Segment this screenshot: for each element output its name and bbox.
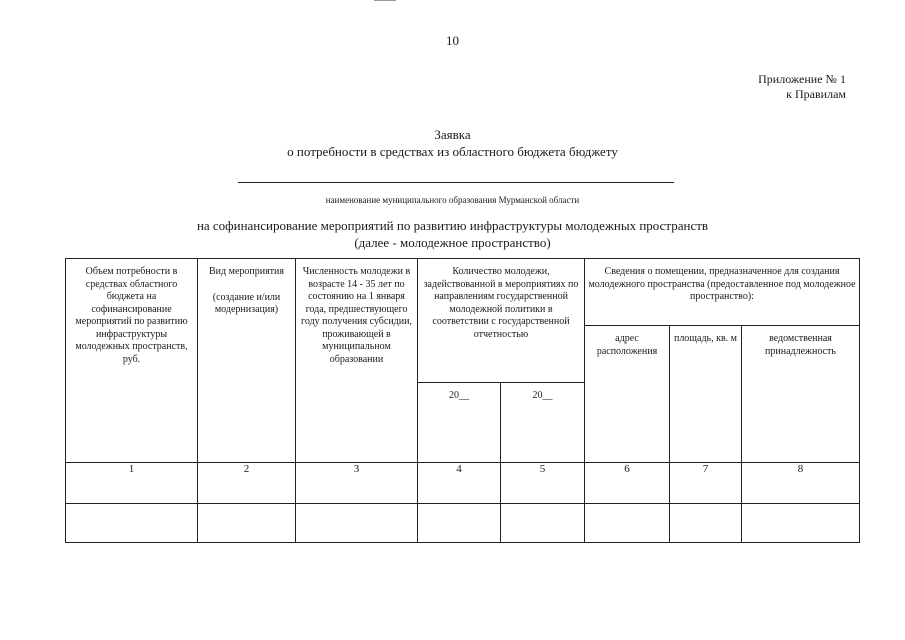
header-event-type-sub: (создание и/или модернизация) (212, 291, 281, 315)
table-row (66, 504, 860, 543)
header-premises-info: Сведения о помещении, предназначенное для создания молодежного пространства (предоставленное под молодежное пространство): (585, 259, 860, 326)
header-year-1: 20__ (418, 383, 501, 463)
column-number-4: 4 (418, 463, 501, 504)
column-number-7: 7 (670, 463, 742, 504)
header-budget-need: Объем потребности в средствах областного бюджета на софинансирование мероприятий по развитию инфраструктуры молодежных пространств, руб. (66, 259, 198, 463)
municipality-name-line (238, 182, 674, 183)
purpose-line-1: на софинансирование мероприятий по развитию инфраструктуры молодежных пространств (196, 218, 709, 233)
column-number-6: 6 (585, 463, 670, 504)
column-number-2: 2 (198, 463, 296, 504)
column-number-3: 3 (296, 463, 418, 504)
table-cell-budget[interactable] (66, 504, 198, 543)
table-cell-year-2[interactable] (501, 504, 585, 543)
column-numbers-row (66, 463, 860, 504)
table-cell-event-type[interactable] (198, 504, 296, 543)
header-youth-population: Численность молодежи в возрасте 14 - 35 лет по состоянию на 1 января года, предшествующего году получения субсидии, проживающей в муниципальном образовании (296, 259, 418, 463)
header-address: адрес расположения (585, 326, 670, 463)
header-affiliation: ведомственная принадлежность (742, 326, 860, 463)
header-event-type-title: Вид мероприятия (209, 266, 284, 277)
municipality-name-caption: наименование муниципального образования Мурманской области (325, 195, 580, 205)
column-number-5: 5 (501, 463, 585, 504)
page-number: 10 (446, 33, 459, 48)
header-area: площадь, кв. м (670, 326, 742, 463)
purpose-text (0, 217, 905, 251)
header-youth-involved: Количество молодежи, задействованной в мероприятиях по направлениям государственной молодежной политики в соответствии с государственной отчетностью (418, 259, 585, 383)
column-number-1: 1 (66, 463, 198, 504)
table-cell-affiliation[interactable] (742, 504, 860, 543)
document-title-line-1: Заявка (434, 127, 471, 142)
appendix-reference (758, 72, 846, 102)
header-event-type (198, 259, 296, 463)
table-cell-address[interactable] (585, 504, 670, 543)
header-year-2: 20__ (501, 383, 585, 463)
table-cell-population[interactable] (296, 504, 418, 543)
column-number-8: 8 (742, 463, 860, 504)
appendix-line-2: к Правилам (786, 87, 846, 101)
table-cell-area[interactable] (670, 504, 742, 543)
table-cell-year-1[interactable] (418, 504, 501, 543)
document-title-line-2: о потребности в средствах из областного бюджета бюджету (287, 144, 618, 159)
purpose-line-2: (далее - молодежное пространство) (354, 235, 551, 250)
scan-mark-top (374, 0, 396, 1)
document-title (0, 126, 905, 160)
appendix-line-1: Приложение № 1 (758, 72, 846, 86)
request-table (65, 258, 860, 543)
